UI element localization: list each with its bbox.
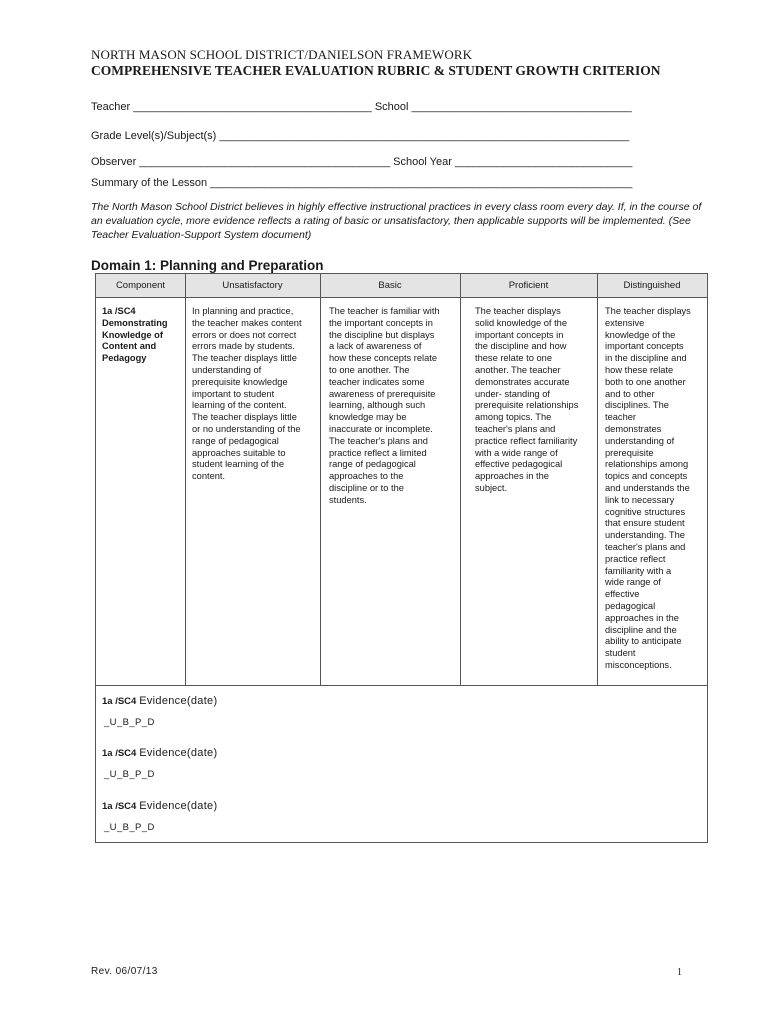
distinguished-cell: The teacher displays extensive knowledge of the important concepts in the discipline and how these relate both to one another and to other disciplines. The teacher demonstrates understanding of prerequisite relationships among topics and concepts and understands the link to necessary cognitive structures that ensure student understanding. The teacher's plans and practice reflect familiarity with a wide range of effective pedagogical approaches in the discipline and the ability to anticipate student misconceptions. — [605, 306, 691, 670]
evidence-rating[interactable]: _U_B_P_D — [104, 717, 155, 728]
evidence-rating[interactable]: _U_B_P_D — [104, 769, 155, 780]
grade-subject-line[interactable]: Grade Level(s)/Subject(s) ___________________________________________________________________ — [91, 130, 630, 142]
column-divider — [597, 274, 598, 685]
column-divider — [320, 274, 321, 685]
header-basic: Basic — [378, 280, 402, 291]
row-divider — [96, 685, 707, 686]
component-cell: 1a /SC4 Demonstrating Knowledge of Content and Pedagogy — [102, 306, 168, 364]
evidence-code: 1a /SC4 — [102, 801, 137, 812]
intro-statement: The North Mason School District believes in highly effective instructional practices in every class room every day. If, in the course of an evaluation cycle, more evidence reflects a rating of basic or unsatisfactory, then applicable supports will be implemented. (See Teacher Evaluation-Support System document) — [91, 201, 702, 241]
proficient-cell: The teacher displays solid knowledge of the important concepts in the discipline and how these relate to one another. The teacher demonstrates accurate under- standing of prerequisite relationships among topics. The teacher's plans and practice reflect familiarity with a wide range of effective pedagogical approaches in the subject. — [475, 306, 579, 493]
revision-date: Rev. 06/07/13 — [91, 966, 158, 977]
rubric-table — [95, 273, 708, 843]
rubric-title: COMPREHENSIVE TEACHER EVALUATION RUBRIC & STUDENT GROWTH CRITERION — [91, 63, 661, 78]
unsatisfactory-cell: In planning and practice, the teacher makes content errors or does not correct errors made by students. The teacher displays little understanding of prerequisite knowledge important to student learning of the content. The teacher displays little or no understanding of the range of pedagogical approaches suitable to student learning of the content. — [192, 306, 302, 482]
evidence-code: 1a /SC4 — [102, 696, 137, 707]
page-number: 1 — [677, 967, 682, 978]
header-proficient: Proficient — [508, 280, 549, 291]
evidence-label: Evidence(date) — [139, 695, 218, 707]
table-header-row — [96, 274, 707, 298]
evidence-entry[interactable] — [102, 695, 217, 707]
column-divider — [185, 274, 186, 685]
evidence-label: Evidence(date) — [139, 747, 218, 759]
evidence-label: Evidence(date) — [139, 800, 218, 812]
evidence-rating[interactable]: _U_B_P_D — [104, 822, 155, 833]
evidence-entry[interactable] — [102, 747, 217, 759]
column-divider — [460, 274, 461, 685]
domain-title: Domain 1: Planning and Preparation — [91, 258, 324, 273]
header-component: Component — [115, 280, 166, 291]
evidence-entry[interactable] — [102, 800, 217, 812]
basic-cell: The teacher is familiar with the important concepts in the discipline but displays a lack of awareness of how these concepts relate to one another. The teacher indicates some awareness of prerequisite learning, although such knowledge may be inaccurate or incomplete. The teacher's plans and practice reflect a limited range of pedagogical approaches to the discipline or to the students. — [329, 306, 440, 505]
header-unsatisfactory: Unsatisfactory — [222, 280, 283, 291]
observer-year-line[interactable]: Observer _________________________________________ School Year _____________________________ — [91, 156, 633, 168]
header-distinguished: Distinguished — [623, 280, 681, 291]
teacher-school-line[interactable]: Teacher _______________________________________ School ____________________________________ — [91, 101, 632, 113]
district-header: NORTH MASON SCHOOL DISTRICT/DANIELSON FRAMEWORK — [91, 47, 473, 62]
evidence-code: 1a /SC4 — [102, 748, 137, 759]
lesson-summary-line[interactable]: Summary of the Lesson _____________________________________________________________________ — [91, 177, 633, 189]
